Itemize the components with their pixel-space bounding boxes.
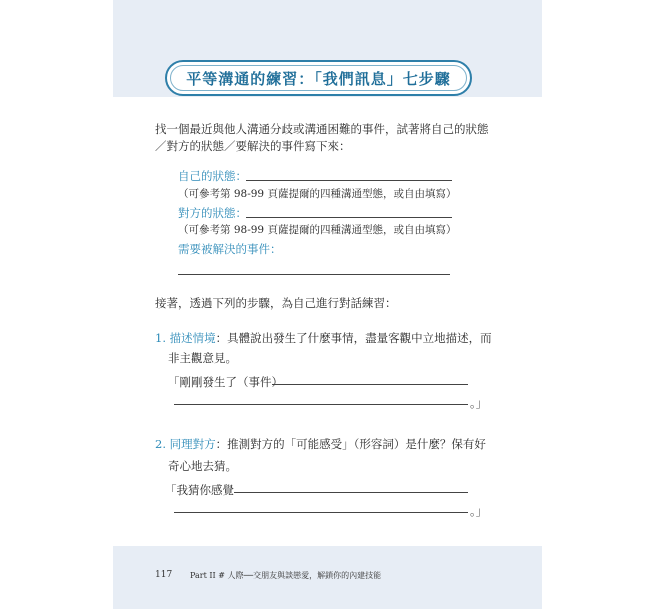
running-head: Part II # 人際──交朋友與談戀愛，解鎖你的內建技能 bbox=[190, 571, 382, 580]
step-2-line-2: 奇心地去猜。 bbox=[168, 459, 237, 473]
step-1-line-2: 非主觀意見。 bbox=[168, 351, 237, 365]
other-state-hint: （可參考第 98-99 頁薩提爾的四種溝通型態，或自由填寫） bbox=[178, 224, 457, 236]
other-state-label: 對方的狀態： bbox=[178, 206, 247, 220]
step-2-body: ：推測對方的「可能感受」（形容詞）是什麼？保有好 bbox=[215, 437, 486, 451]
step-2-heading: 2. 同理對方 bbox=[155, 437, 216, 451]
other-state-blank[interactable] bbox=[246, 217, 452, 218]
step-1-blank-1[interactable] bbox=[272, 384, 468, 385]
step-1-body: ：具體說出發生了什麼事情，盡量客觀中立地描述，而 bbox=[215, 331, 492, 345]
next-instruction: 接著，透過下列的步驟，為自己進行對話練習： bbox=[155, 296, 397, 310]
step-2-blank-2[interactable] bbox=[174, 512, 468, 513]
page-title: 平等溝通的練習：「我們訊息」七步驟 bbox=[186, 69, 451, 88]
self-state-blank[interactable] bbox=[246, 180, 452, 181]
step-2-prompt: 「我猜你感覺 bbox=[165, 483, 234, 497]
title-box bbox=[165, 60, 472, 96]
event-label: 需要被解決的事件： bbox=[178, 242, 282, 256]
intro-line-2: ／對方的狀態／要解決的事件寫下來： bbox=[155, 139, 351, 153]
intro-line-1: 找一個最近與他人溝通分歧或溝通困難的事件，試著將自己的狀態 bbox=[155, 122, 489, 136]
event-blank[interactable] bbox=[178, 274, 450, 275]
step-2-blank-1[interactable] bbox=[234, 492, 468, 493]
step-1-end: 。」 bbox=[470, 396, 488, 410]
step-2-line-1 bbox=[155, 436, 486, 452]
step-1-heading: 1. 描述情境 bbox=[155, 331, 216, 345]
step-1-prompt: 「剛剛發生了（事件） bbox=[168, 375, 283, 389]
step-1-blank-2[interactable] bbox=[174, 404, 468, 405]
step-1-line-1 bbox=[155, 330, 492, 346]
page-number: 117 bbox=[155, 570, 173, 580]
self-state-hint: （可參考第 98-99 頁薩提爾的四種溝通型態，或自由填寫） bbox=[178, 188, 457, 200]
self-state-label: 自己的狀態： bbox=[178, 169, 247, 183]
step-2-end: 。」 bbox=[470, 504, 488, 518]
